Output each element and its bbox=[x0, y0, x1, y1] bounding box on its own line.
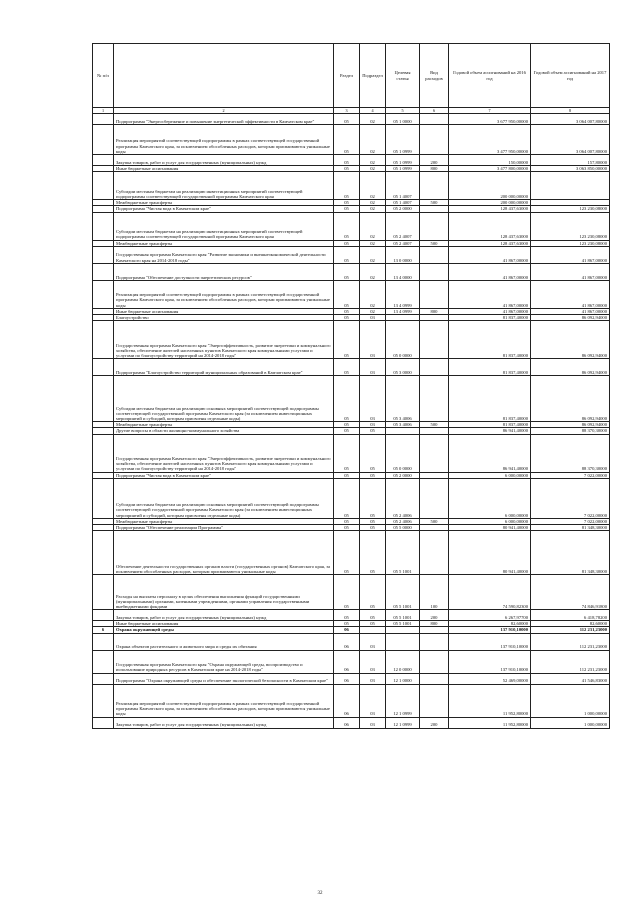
row-target-item: 05 2 4007 bbox=[386, 212, 420, 240]
row-amount-2016: 74 590,82300 bbox=[449, 575, 531, 610]
row-target-item: 12 1 0999 bbox=[386, 684, 420, 717]
row-number bbox=[93, 212, 114, 240]
row-expense-type: 500 bbox=[420, 422, 449, 428]
colnum: 5 bbox=[386, 108, 420, 114]
row-section: 05 bbox=[334, 212, 360, 240]
row-target-item: 13 4 0999 bbox=[386, 308, 420, 314]
row-subsection: 03 bbox=[360, 717, 386, 728]
row-subsection: 03 bbox=[360, 650, 386, 673]
row-section: 05 bbox=[334, 280, 360, 308]
row-amount-2016: 3 477 800,00000 bbox=[449, 166, 531, 172]
row-subsection: 05 bbox=[360, 518, 386, 524]
row-number bbox=[93, 114, 114, 125]
row-amount-2017: 41 867,00000 bbox=[531, 280, 610, 308]
row-expense-type bbox=[420, 673, 449, 684]
colnum: 7 bbox=[449, 108, 531, 114]
row-section: 06 bbox=[334, 684, 360, 717]
row-expense-type bbox=[420, 263, 449, 280]
row-name: Межбюджетные трансферты bbox=[114, 240, 334, 246]
row-amount-2017: 1 000,00000 bbox=[531, 717, 610, 728]
row-amount-2016: 41 867,00000 bbox=[449, 280, 531, 308]
row-target-item: 05 2 4006 bbox=[386, 518, 420, 524]
row-subsection: 02 bbox=[360, 200, 386, 206]
row-name: Охрана объектов растительного и животного мира и среды их обитания bbox=[114, 633, 334, 650]
row-subsection: 03 bbox=[360, 359, 386, 376]
row-section: 05 bbox=[334, 575, 360, 610]
row-number bbox=[93, 717, 114, 728]
page-number: 32 bbox=[317, 891, 323, 896]
row-expense-type bbox=[420, 684, 449, 717]
row-amount-2017: 112 231,23000 bbox=[531, 627, 610, 633]
row-target-item: 05 2 4007 bbox=[386, 240, 420, 246]
row-name: Подпрограмма "Чистая вода в Камчатском крае" bbox=[114, 472, 334, 478]
row-section: 05 bbox=[334, 434, 360, 472]
row-subsection: 03 bbox=[360, 673, 386, 684]
row-subsection: 05 bbox=[360, 434, 386, 472]
row-subsection: 02 bbox=[360, 240, 386, 246]
row-subsection: 05 bbox=[360, 531, 386, 575]
row-amount-2017: 7 022,00000 bbox=[531, 472, 610, 478]
row-name: Закупка товаров, работ и услуг для государственных (муниципальных) нужд bbox=[114, 155, 334, 166]
row-amount-2016: 6 267,97700 bbox=[449, 610, 531, 621]
table-row bbox=[93, 155, 610, 166]
row-section: 05 bbox=[334, 155, 360, 166]
row-amount-2017: 112 231,23000 bbox=[531, 633, 610, 650]
table-body bbox=[93, 114, 610, 729]
table-row bbox=[93, 114, 610, 125]
row-name: Субсидии местным бюджетам на реализацию инвестиционных мероприятий соответствующей подпрограммы соответствующей государственной программы Камчатского края bbox=[114, 172, 334, 200]
row-number bbox=[93, 125, 114, 155]
row-expense-type: 200 bbox=[420, 155, 449, 166]
table-row bbox=[93, 280, 610, 308]
row-amount-2017: 3 063 850,00000 bbox=[531, 166, 610, 172]
row-amount-2017: 86 092,94000 bbox=[531, 359, 610, 376]
row-subsection: 05 bbox=[360, 472, 386, 478]
row-number bbox=[93, 673, 114, 684]
row-name: Реализация мероприятий соответствующей подпрограммы в рамках соответствующей государственной программы Камчатского края, за исключением обособленных расходов, которым присваиваются уникальные коды bbox=[114, 125, 334, 155]
row-expense-type: 800 bbox=[420, 166, 449, 172]
row-amount-2016: 82,60000 bbox=[449, 621, 531, 627]
table-row bbox=[93, 212, 610, 240]
row-amount-2016: 6 000,00000 bbox=[449, 478, 531, 518]
colnum: 6 bbox=[420, 108, 449, 114]
row-section: 05 bbox=[334, 472, 360, 478]
row-name: Межбюджетные трансферты bbox=[114, 200, 334, 206]
row-amount-2017: 86 092,94000 bbox=[531, 376, 610, 422]
row-subsection: 03 bbox=[360, 315, 386, 321]
row-subsection: 03 bbox=[360, 422, 386, 428]
row-expense-type bbox=[420, 321, 449, 359]
row-subsection: 02 bbox=[360, 125, 386, 155]
row-amount-2017: 123 230,08000 bbox=[531, 212, 610, 240]
document-page bbox=[92, 43, 609, 729]
table-row bbox=[93, 246, 610, 263]
colnum: 1 bbox=[93, 108, 114, 114]
row-target-item: 13 4 0000 bbox=[386, 263, 420, 280]
row-name: Субсидии местным бюджетам на реализацию основных мероприятий соответствующей подпрограммы соответствующей государственной программы Камчатского края (за исключением инвестиционных мероприятий и субсидий, которым присвоены отдельные коды) bbox=[114, 478, 334, 518]
table-row bbox=[93, 575, 610, 610]
table-row bbox=[93, 717, 610, 728]
row-section: 05 bbox=[334, 376, 360, 422]
row-target-item: 12 1 0000 bbox=[386, 673, 420, 684]
row-name: Закупка товаров, работ и услуг для государственных (муниципальных) нужд bbox=[114, 717, 334, 728]
header-subsection: Подраздел bbox=[360, 44, 386, 108]
row-subsection: 02 bbox=[360, 246, 386, 263]
row-subsection: 03 bbox=[360, 684, 386, 717]
row-amount-2017: 88 370,30000 bbox=[531, 428, 610, 434]
row-amount-2017: 88 370,30000 bbox=[531, 434, 610, 472]
row-number bbox=[93, 246, 114, 263]
row-expense-type bbox=[420, 531, 449, 575]
row-section: 05 bbox=[334, 321, 360, 359]
row-expense-type: 500 bbox=[420, 240, 449, 246]
row-subsection: 02 bbox=[360, 166, 386, 172]
row-amount-2016: 3 477 950,00000 bbox=[449, 125, 531, 155]
row-section: 05 bbox=[334, 114, 360, 125]
row-number bbox=[93, 172, 114, 200]
colnum: 8 bbox=[531, 108, 610, 114]
row-amount-2017: 41 867,00000 bbox=[531, 263, 610, 280]
row-subsection: 03 bbox=[360, 376, 386, 422]
row-section: 05 bbox=[334, 200, 360, 206]
row-name: Иные бюджетные ассигнования bbox=[114, 166, 334, 172]
row-target-item: 05 1 4007 bbox=[386, 172, 420, 200]
table-row bbox=[93, 478, 610, 518]
row-subsection: 02 bbox=[360, 280, 386, 308]
row-subsection: 03 bbox=[360, 633, 386, 650]
row-amount-2016: 6 000,00000 bbox=[449, 518, 531, 524]
header-target-item: Целевая статья bbox=[386, 44, 420, 108]
row-name: Подпрограмма "Чистая вода в Камчатском крае" bbox=[114, 206, 334, 212]
row-subsection: 02 bbox=[360, 172, 386, 200]
table-row bbox=[93, 125, 610, 155]
row-amount-2016: 81 837,40000 bbox=[449, 315, 531, 321]
row-amount-2016: 6 000,00000 bbox=[449, 472, 531, 478]
row-amount-2016: 137 910,10000 bbox=[449, 627, 531, 633]
row-target-item: 05 1 4007 bbox=[386, 200, 420, 206]
row-amount-2016: 3 677 950,00000 bbox=[449, 114, 531, 125]
row-subsection: 02 bbox=[360, 263, 386, 280]
row-name: Межбюджетные трансферты bbox=[114, 422, 334, 428]
row-target-item: 05 1 0999 bbox=[386, 166, 420, 172]
row-name: Иные бюджетные ассигнования bbox=[114, 308, 334, 314]
row-amount-2017: 6 418,78200 bbox=[531, 610, 610, 621]
row-section: 06 bbox=[334, 633, 360, 650]
row-amount-2017: 3 064 007,80000 bbox=[531, 114, 610, 125]
colnum: 2 bbox=[114, 108, 334, 114]
row-subsection: 05 bbox=[360, 428, 386, 434]
row-expense-type bbox=[420, 376, 449, 422]
row-expense-type: 200 bbox=[420, 610, 449, 621]
row-amount-2016: 11 952,80000 bbox=[449, 684, 531, 717]
row-subsection: 02 bbox=[360, 114, 386, 125]
row-expense-type: 800 bbox=[420, 308, 449, 314]
row-amount-2016: 200 000,00000 bbox=[449, 172, 531, 200]
row-target-item: 13 4 0999 bbox=[386, 280, 420, 308]
row-amount-2016: 41 867,00000 bbox=[449, 263, 531, 280]
row-amount-2017: 7 022,00000 bbox=[531, 518, 610, 524]
table-row bbox=[93, 172, 610, 200]
row-name: Государственная программа Камчатского края "Развитие экономики и внешнеэкономической деятельности Камчатского края на 2014-2018 годы" bbox=[114, 246, 334, 263]
row-amount-2017: 74 846,91800 bbox=[531, 575, 610, 610]
row-subsection: 05 bbox=[360, 621, 386, 627]
table-row bbox=[93, 531, 610, 575]
row-name: Закупка товаров, работ и услуг для государственных (муниципальных) нужд bbox=[114, 610, 334, 621]
row-target-item: 05 5 1001 bbox=[386, 610, 420, 621]
row-amount-2016: 41 867,00000 bbox=[449, 246, 531, 263]
row-number bbox=[93, 575, 114, 610]
row-subsection: 02 bbox=[360, 155, 386, 166]
row-number bbox=[93, 684, 114, 717]
row-name: Реализация мероприятий соответствующей подпрограммы в рамках соответствующей государственной программы Камчатского края, за исключением обособленных расходов, которым присваиваются уникальные коды bbox=[114, 280, 334, 308]
row-section: 05 bbox=[334, 166, 360, 172]
row-subsection: 02 bbox=[360, 308, 386, 314]
row-section: 06 bbox=[334, 627, 360, 633]
colnum: 4 bbox=[360, 108, 386, 114]
row-target-item: 05 3 4006 bbox=[386, 422, 420, 428]
row-amount-2017: 82,60000 bbox=[531, 621, 610, 627]
row-number bbox=[93, 359, 114, 376]
row-amount-2016: 86 941,40000 bbox=[449, 428, 531, 434]
row-section: 05 bbox=[334, 240, 360, 246]
row-section: 05 bbox=[334, 359, 360, 376]
table-row bbox=[93, 610, 610, 621]
table-row bbox=[93, 321, 610, 359]
header-number: № п/п bbox=[93, 44, 114, 108]
row-amount-2016: 128 437,63000 bbox=[449, 206, 531, 212]
row-amount-2016: 81 837,40000 bbox=[449, 321, 531, 359]
table-row bbox=[93, 684, 610, 717]
colnum: 3 bbox=[334, 108, 360, 114]
row-amount-2016: 86 941,40000 bbox=[449, 434, 531, 472]
row-number bbox=[93, 376, 114, 422]
row-name: Другие вопросы в области жилищно-коммунального хозяйства bbox=[114, 428, 334, 434]
table-row bbox=[93, 434, 610, 472]
row-subsection: 05 bbox=[360, 478, 386, 518]
row-target-item: 13 0 0000 bbox=[386, 246, 420, 263]
row-expense-type: 500 bbox=[420, 518, 449, 524]
row-expense-type: 200 bbox=[420, 717, 449, 728]
row-amount-2017 bbox=[531, 172, 610, 200]
row-subsection: 05 bbox=[360, 525, 386, 531]
row-expense-type bbox=[420, 114, 449, 125]
row-number bbox=[93, 155, 114, 166]
row-amount-2017: 7 022,00000 bbox=[531, 478, 610, 518]
row-target-item: 05 3 0000 bbox=[386, 359, 420, 376]
row-section: 05 bbox=[334, 172, 360, 200]
row-amount-2017: 81 348,30000 bbox=[531, 531, 610, 575]
row-subsection: 05 bbox=[360, 610, 386, 621]
row-amount-2017: 41 867,00000 bbox=[531, 308, 610, 314]
row-section: 05 bbox=[334, 621, 360, 627]
row-target-item: 12 1 0999 bbox=[386, 717, 420, 728]
row-section: 05 bbox=[334, 246, 360, 263]
row-target-item: 05 1 0999 bbox=[386, 155, 420, 166]
row-target-item: 05 2 0000 bbox=[386, 206, 420, 212]
row-amount-2017: 86 092,94000 bbox=[531, 321, 610, 359]
row-number bbox=[93, 478, 114, 518]
row-target-item: 05 2 0000 bbox=[386, 472, 420, 478]
row-amount-2016: 41 867,00000 bbox=[449, 308, 531, 314]
row-target-item bbox=[386, 633, 420, 650]
row-name: Подпрограмма "Обеспечение доступности энергетических ресурсов" bbox=[114, 263, 334, 280]
row-expense-type bbox=[420, 125, 449, 155]
row-amount-2017: 41 546,83000 bbox=[531, 673, 610, 684]
row-section: 06 bbox=[334, 673, 360, 684]
row-section: 05 bbox=[334, 422, 360, 428]
table-row bbox=[93, 650, 610, 673]
budget-table bbox=[92, 43, 610, 729]
row-name: Подпрограмма "Охрана окружающей среды и обеспечение экологической безопасности в Камчатском крае" bbox=[114, 673, 334, 684]
row-target-item: 12 0 0000 bbox=[386, 650, 420, 673]
row-expense-type bbox=[420, 650, 449, 673]
row-number bbox=[93, 321, 114, 359]
row-name: Расходы на выплаты персоналу в целях обеспечения выполнения функций государственными (муниципальными) органами, казенными учреждениями, органами управления государственными внебюджетными фондами bbox=[114, 575, 334, 610]
row-amount-2016: 11 952,80000 bbox=[449, 717, 531, 728]
row-section: 05 bbox=[334, 478, 360, 518]
table-row bbox=[93, 359, 610, 376]
row-section: 05 bbox=[334, 206, 360, 212]
row-section: 05 bbox=[334, 125, 360, 155]
row-expense-type: 500 bbox=[420, 200, 449, 206]
row-subsection: 02 bbox=[360, 206, 386, 212]
row-expense-type bbox=[420, 246, 449, 263]
row-name: Реализация мероприятий соответствующей подпрограммы в рамках соответствующей государственной программы Камчатского края, за исключением обособленных расходов, которым присваиваются уникальные коды bbox=[114, 684, 334, 717]
row-section: 05 bbox=[334, 518, 360, 524]
row-subsection: 05 bbox=[360, 575, 386, 610]
row-section: 05 bbox=[334, 308, 360, 314]
row-amount-2016: 80 941,40000 bbox=[449, 531, 531, 575]
row-name: Подпрограмма "Обеспечение реализации Программы" bbox=[114, 525, 334, 531]
table-row bbox=[93, 673, 610, 684]
row-target-item: 05 1 0999 bbox=[386, 125, 420, 155]
row-name: Обеспечение деятельности государственных органов власти (государственных органов) Камчатского края, за исключением обособленных расходов, которым присваиваются уникальные коды bbox=[114, 531, 334, 575]
row-target-item: 05 1 0000 bbox=[386, 114, 420, 125]
row-name: Иные бюджетные ассигнования bbox=[114, 621, 334, 627]
table-row bbox=[93, 376, 610, 422]
row-amount-2017: 123 230,08000 bbox=[531, 206, 610, 212]
header-name bbox=[114, 44, 334, 108]
row-amount-2016: 128 437,63000 bbox=[449, 240, 531, 246]
row-target-item: 05 5 1001 bbox=[386, 575, 420, 610]
row-name: Подпрограмма "Энергосбережение и повышение энергетической эффективности в Камчатском крае" bbox=[114, 114, 334, 125]
row-expense-type bbox=[420, 633, 449, 650]
row-target-item: 05 3 4006 bbox=[386, 376, 420, 422]
row-expense-type bbox=[420, 172, 449, 200]
row-expense-type: 100 bbox=[420, 575, 449, 610]
row-amount-2016: 80 941,40000 bbox=[449, 525, 531, 531]
row-number bbox=[93, 633, 114, 650]
row-amount-2017: 86 092,94000 bbox=[531, 422, 610, 428]
row-name: Подпрограмма "Благоустройство территорий муниципальных образований в Камчатском крае" bbox=[114, 359, 334, 376]
row-target-item: 05 2 4006 bbox=[386, 478, 420, 518]
row-number bbox=[93, 434, 114, 472]
row-section: 05 bbox=[334, 525, 360, 531]
row-expense-type: 800 bbox=[420, 621, 449, 627]
row-expense-type bbox=[420, 359, 449, 376]
row-amount-2016: 150,00000 bbox=[449, 155, 531, 166]
row-amount-2016: 200 000,00000 bbox=[449, 200, 531, 206]
row-expense-type bbox=[420, 434, 449, 472]
row-name: Государственная программа Камчатского края "Энергоэффективность, развитие энергетики и коммунального хозяйства, обеспечение жителей населенных пунктов Камчатского края коммунальными услугами и услугами по благоустройству территорий на 2014-2018 годы" bbox=[114, 434, 334, 472]
row-name: Охрана окружающей среды bbox=[114, 627, 334, 633]
row-subsection: 02 bbox=[360, 212, 386, 240]
table-header-row bbox=[93, 44, 610, 108]
row-number bbox=[93, 650, 114, 673]
header-expense-type: Вид расходов bbox=[420, 44, 449, 108]
row-section: 06 bbox=[334, 717, 360, 728]
row-name: Субсидии местным бюджетам на реализацию основных мероприятий соответствующей подпрограммы соответствующей государственной программы Камчатского края (за исключением инвестиционных мероприятий и субсидий, которым присвоены отдельные коды) bbox=[114, 376, 334, 422]
row-amount-2016: 81 837,40000 bbox=[449, 422, 531, 428]
row-target-item: 05 5 1001 bbox=[386, 621, 420, 627]
row-amount-2016: 137 910,10000 bbox=[449, 633, 531, 650]
row-target-item: 05 5 1001 bbox=[386, 531, 420, 575]
row-expense-type bbox=[420, 280, 449, 308]
row-target-item: 05 0 0000 bbox=[386, 321, 420, 359]
row-target-item: 05 5 0000 bbox=[386, 525, 420, 531]
row-number bbox=[93, 263, 114, 280]
header-2016: Годовой объем ассигнований на 2016 год bbox=[449, 44, 531, 108]
row-number bbox=[93, 531, 114, 575]
row-amount-2016: 52 469,00000 bbox=[449, 673, 531, 684]
row-section: 05 bbox=[334, 531, 360, 575]
header-section: Раздел bbox=[334, 44, 360, 108]
row-amount-2016: 81 837,40000 bbox=[449, 359, 531, 376]
row-number bbox=[93, 610, 114, 621]
table-row bbox=[93, 263, 610, 280]
row-expense-type bbox=[420, 478, 449, 518]
row-number: 6 bbox=[93, 627, 114, 633]
row-amount-2017: 157,80000 bbox=[531, 155, 610, 166]
row-amount-2016: 128 437,63000 bbox=[449, 212, 531, 240]
row-amount-2017: 1 000,00000 bbox=[531, 684, 610, 717]
row-name: Государственная программа Камчатского края "Охрана окружающей среды, воспроизводство и использование природных ресурсов в Камчатском крае на 2014-2018 годы" bbox=[114, 650, 334, 673]
row-name: Государственная программа Камчатского края "Энергоэффективность, развитие энергетики и коммунального хозяйства, обеспечение жителей населенных пунктов Камчатского края коммунальными услугами и услугами по благоустройству территорий на 2014-2018 годы" bbox=[114, 321, 334, 359]
row-expense-type bbox=[420, 212, 449, 240]
row-amount-2017: 112 231,23000 bbox=[531, 650, 610, 673]
row-amount-2017: 86 092,94000 bbox=[531, 315, 610, 321]
row-amount-2017: 81 348,30000 bbox=[531, 525, 610, 531]
row-amount-2016: 81 837,40000 bbox=[449, 376, 531, 422]
row-section: 05 bbox=[334, 610, 360, 621]
row-section: 05 bbox=[334, 315, 360, 321]
row-amount-2017: 3 064 007,80000 bbox=[531, 125, 610, 155]
table-row bbox=[93, 633, 610, 650]
row-name: Межбюджетные трансферты bbox=[114, 518, 334, 524]
row-amount-2017: 123 230,08000 bbox=[531, 240, 610, 246]
row-name: Субсидии местным бюджетам на реализацию инвестиционных мероприятий соответствующей подпрограммы соответствующей государственной программы Камчатского края bbox=[114, 212, 334, 240]
row-amount-2016: 137 910,10000 bbox=[449, 650, 531, 673]
row-target-item: 05 0 0000 bbox=[386, 434, 420, 472]
row-section: 06 bbox=[334, 650, 360, 673]
row-number bbox=[93, 280, 114, 308]
row-section: 05 bbox=[334, 263, 360, 280]
row-section: 05 bbox=[334, 428, 360, 434]
row-subsection: 03 bbox=[360, 321, 386, 359]
row-name: Благоустройство bbox=[114, 315, 334, 321]
header-2017: Годовой объем ассигнований на 2017 год bbox=[531, 44, 610, 108]
row-amount-2017: 41 867,00000 bbox=[531, 246, 610, 263]
